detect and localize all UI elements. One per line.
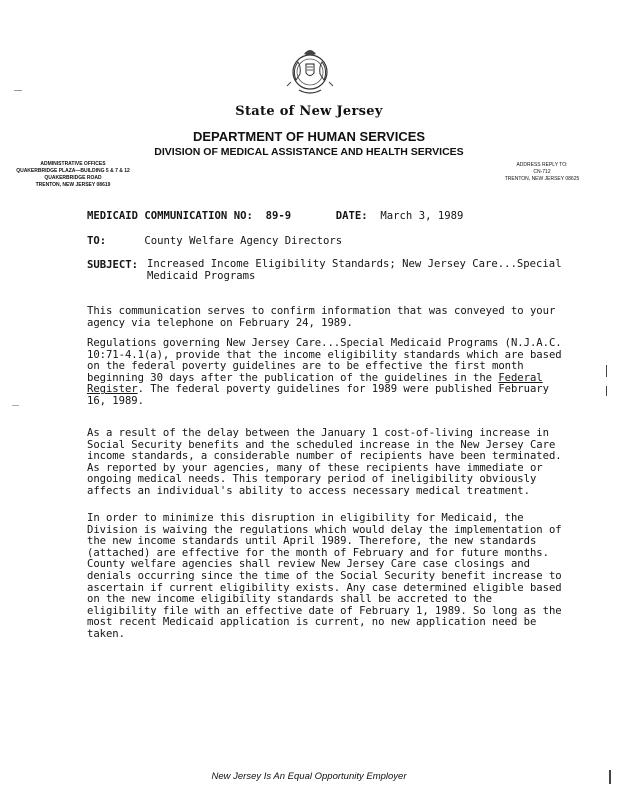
subject-label: SUBJECT: bbox=[87, 259, 139, 271]
scan-mark bbox=[14, 90, 22, 91]
to-label: TO: bbox=[87, 235, 107, 247]
footer-text: New Jersey Is An Equal Opportunity Employer bbox=[211, 771, 407, 782]
department-title: DEPARTMENT OF HUMAN SERVICES bbox=[192, 129, 426, 144]
communication-label: MEDICAID COMMUNICATION NO: bbox=[87, 210, 253, 222]
address-line: TRENTON, NEW JERSEY 08625 bbox=[504, 176, 580, 182]
scan-mark bbox=[606, 386, 607, 396]
date-value: March 3, 1989 bbox=[380, 210, 464, 222]
scan-mark bbox=[12, 405, 19, 406]
address-line: QUAKERBRIDGE PLAZA—BUILDING 5 & 7 & 12 bbox=[16, 168, 130, 174]
state-name: State of New Jersey bbox=[235, 104, 383, 119]
address-line: ADMINISTRATIVE OFFICES bbox=[40, 161, 106, 167]
division-title: DIVISION OF MEDICAL ASSISTANCE AND HEALTH SERVICES bbox=[154, 146, 464, 158]
paragraph-text: Regulations governing New Jersey Care...Special Medicaid Programs (N.J.A.C. 10:71-4.1(a), provide that the income eligibility standards which are based on the federal poverty guidelines are to be effective the first month beginning 30 days after the publication of the guidelines in the bbox=[87, 337, 562, 384]
administrative-address bbox=[8, 161, 138, 189]
scan-mark bbox=[609, 770, 611, 784]
body-paragraph-1: This communication serves to confirm information that was conveyed to your agency via telephone on February 24, 1989. bbox=[87, 305, 556, 329]
paragraph-text: . The federal poverty guidelines for 1989 were published February 16, 1989. bbox=[87, 383, 549, 407]
address-line: TRENTON, NEW JERSEY 08619 bbox=[35, 182, 111, 188]
subject-value: Increased Income Eligibility Standards; New Jersey Care...Special Medicaid Programs bbox=[147, 258, 562, 282]
federal-register-reference: Federal Register bbox=[87, 371, 543, 396]
date-label: DATE: bbox=[335, 210, 368, 222]
to-row bbox=[87, 235, 342, 247]
address-line: ADDRESS REPLY TO: bbox=[516, 162, 568, 168]
body-paragraph-3: As a result of the delay between the January 1 cost-of-living increase in Social Security benefits and the scheduled increase in the New Jersey Care income standards, a considerable number of recipients have been terminated. As reported by your agencies, many of these recipients have immediate or ongoing medical needs. This temporary period of ineligibility obviously affects an individual's ability to access necessary medical treatment. bbox=[87, 427, 562, 497]
to-value: County Welfare Agency Directors bbox=[144, 235, 343, 247]
reply-address bbox=[486, 162, 598, 183]
scan-mark bbox=[606, 365, 607, 377]
body-paragraph-2 bbox=[87, 338, 565, 408]
address-line: CN-712 bbox=[533, 169, 551, 175]
address-line: QUAKERBRIDGE ROAD bbox=[44, 175, 102, 181]
body-paragraph-4: In order to minimize this disruption in eligibility for Medicaid, the Division is waiving the regulations which would delay the implementation of the new income standards until April 1989. Therefore, the new standards (attached) are effective for the month of February and for future months. County welfare agencies shall review New Jersey Care case closings and denials occurring since the time of the Social Security benefit increase to ascertain if current eligibility exists. Any case determined eligible based on the new income eligibility standards shall be accreted to the eligibility file with an effective date of February 1, 1989. So long as the most recent Medicaid application is current, no new application need be taken. bbox=[87, 512, 562, 640]
communication-header bbox=[87, 210, 463, 222]
state-seal-icon bbox=[279, 42, 341, 100]
communication-number: 89-9 bbox=[265, 210, 292, 222]
